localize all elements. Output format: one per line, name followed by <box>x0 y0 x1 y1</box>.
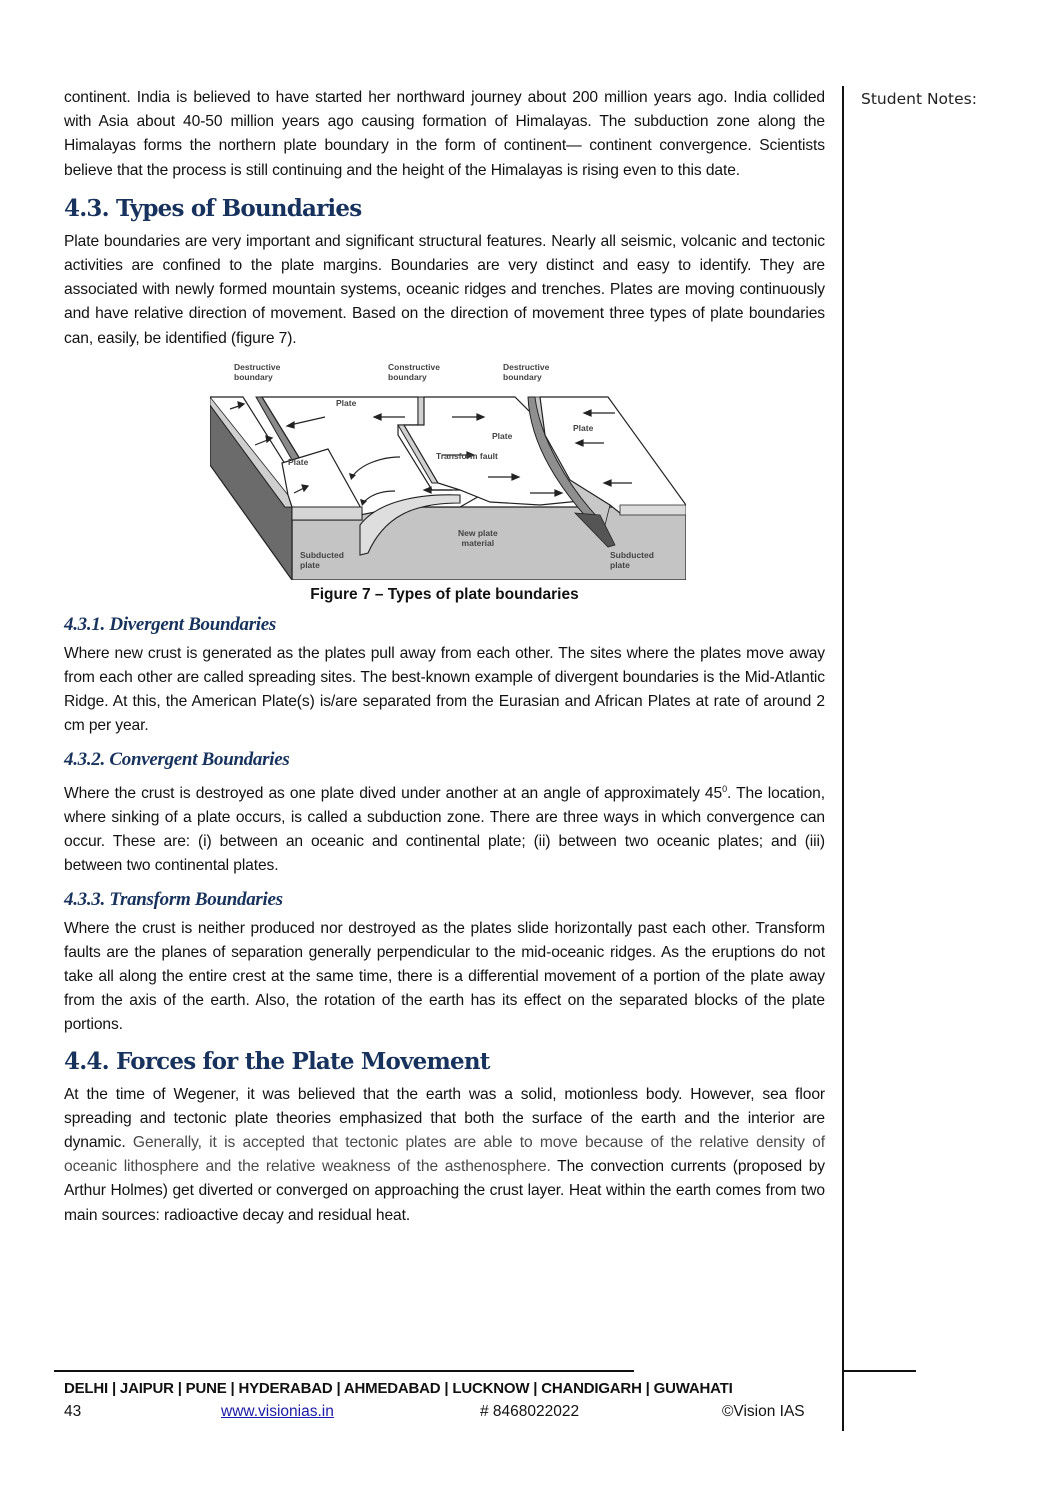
heading-transform-boundaries: 4.3.3. Transform Boundaries <box>64 888 283 910</box>
notes-divider <box>842 86 844 1431</box>
label-constructive <box>388 362 440 382</box>
label-text: New plate <box>458 527 498 538</box>
label-plate-top: Plate <box>336 397 357 408</box>
label-text: boundary <box>234 371 273 382</box>
figure-plate-boundaries <box>210 361 686 580</box>
label-text: plate <box>610 559 630 570</box>
forces-text-3: The convection currents (proposed by Arthur Holmes) get diverted or converged on approaching the crust layer. Heat within the earth comes from two main sources: radioactive decay and residual heat. <box>64 1158 825 1224</box>
label-text: Subducted <box>300 549 344 560</box>
label-subducted-left <box>300 550 344 570</box>
website-link[interactable]: www.visionias.in <box>221 1403 334 1420</box>
plate-boundaries-diagram <box>210 365 686 580</box>
label-text: material <box>461 537 495 548</box>
footer-cities: DELHI | JAIPUR | PUNE | HYDERABAD | AHMEDABAD | LUCKNOW | CHANDIGARH | GUWAHATI <box>64 1380 733 1397</box>
heading-forces-plate-movement: 4.4. Forces for the Plate Movement <box>64 1047 490 1075</box>
label-plate-middle: Plate <box>492 430 513 441</box>
figure-caption: Figure 7 – Types of plate boundaries <box>310 585 579 603</box>
convergent-paragraph <box>64 777 825 879</box>
page-content <box>64 86 825 1228</box>
label-subducted-right <box>610 550 654 570</box>
student-notes-label: Student Notes: <box>861 90 977 108</box>
degree-superscript: 0 <box>722 783 727 794</box>
label-text: plate <box>300 559 320 570</box>
heading-divergent-boundaries: 4.3.1. Divergent Boundaries <box>64 613 276 635</box>
phone-number: # 8468022022 <box>480 1403 580 1420</box>
label-destructive-right <box>503 362 549 382</box>
footer-rule <box>54 1370 634 1372</box>
heading-convergent-boundaries: 4.3.2. Convergent Boundaries <box>64 748 290 770</box>
label-destructive-left <box>234 362 280 382</box>
label-transform-fault: Transform fault <box>436 450 498 461</box>
convergent-text-2: . The location, where sinking of a plate occurs, is called a subduction zone. There are three ways in which convergence can occur. These are: (i) between an oceanic and continental plate; (ii) between two oceanic plates; and (iii) between two continental plates. <box>64 784 825 875</box>
heading-types-of-boundaries: 4.3. Types of Boundaries <box>64 194 362 222</box>
label-plate-left: Plate <box>288 456 309 467</box>
convergent-text-1: Where the crust is destroyed as one plate dived under another at an angle of approximately 45 <box>64 784 723 802</box>
transform-paragraph: Where the crust is neither produced nor destroyed as the plates slide horizontally past each other. Transform faults are the planes of separation generally perpendicular to the mid-oceanic ridges. As the eruptions do not take all along the entire crest at the same time, there is a differential movement of a portion of the plate away from the axis of the earth. Also, the rotation of the earth has its effect on the separated blocks of the plate portions. <box>64 919 825 1034</box>
page-number: 43 <box>64 1403 82 1420</box>
label-text: Subducted <box>610 549 654 560</box>
label-text: boundary <box>503 371 542 382</box>
copyright: ©Vision IAS <box>722 1403 805 1420</box>
forces-text-1: At the time of Wegener, it was believed that the earth was a solid, motionless body. However, sea floor spreading and tectonic plate theories emphasized that both the surface of the earth and the interior are dynamic. <box>64 1085 825 1152</box>
footer <box>64 1380 818 1397</box>
label-text: Destructive <box>503 361 550 372</box>
label-text: boundary <box>388 371 427 382</box>
label-plate-right: Plate <box>573 422 594 433</box>
label-new-plate-material <box>458 528 498 548</box>
footer-info-row <box>64 1403 818 1425</box>
intro-paragraph: continent. India is believed to have started her northward journey about 200 million years ago. India collided with Asia about 40-50 million years ago causing formation of Himalayas. The subduction zone along the Himalayas forms the northern plate boundary in the form of continent— continent convergence. Scientists believe that the process is still continuing and the height of the Himalayas is rising even to this date. <box>64 89 825 179</box>
label-text: Constructive <box>388 361 440 372</box>
footer-rule-notes <box>842 1370 916 1372</box>
forces-paragraph <box>64 1083 825 1228</box>
label-text: Destructive <box>234 361 281 372</box>
forces-text-2: Generally, it is accepted that tectonic plates are able to move because of the relative density of oceanic lithosphere and the relative weakness of the asthenosphere. <box>64 1134 825 1176</box>
divergent-paragraph: Where new crust is generated as the plates pull away from each other. The sites where the plates move away from each other are called spreading sites. The best-known example of divergent boundaries is the Mid-Atlantic Ridge. At this, the American Plate(s) is/are separated from the Eurasian and African Plates at rate of around 2 cm per year. <box>64 644 825 735</box>
types-of-boundaries-paragraph: Plate boundaries are very important and significant structural features. Nearly all seismic, volcanic and tectonic activities are confined to the plate margins. Boundaries are very distinct and easy to identify. They are associated with newly formed mountain systems, oceanic ridges and trenches. Plates are moving continuously and have relative direction of movement. Based on the direction of movement three types of plate boundaries can, easily, be identified (figure 7). <box>64 232 825 347</box>
